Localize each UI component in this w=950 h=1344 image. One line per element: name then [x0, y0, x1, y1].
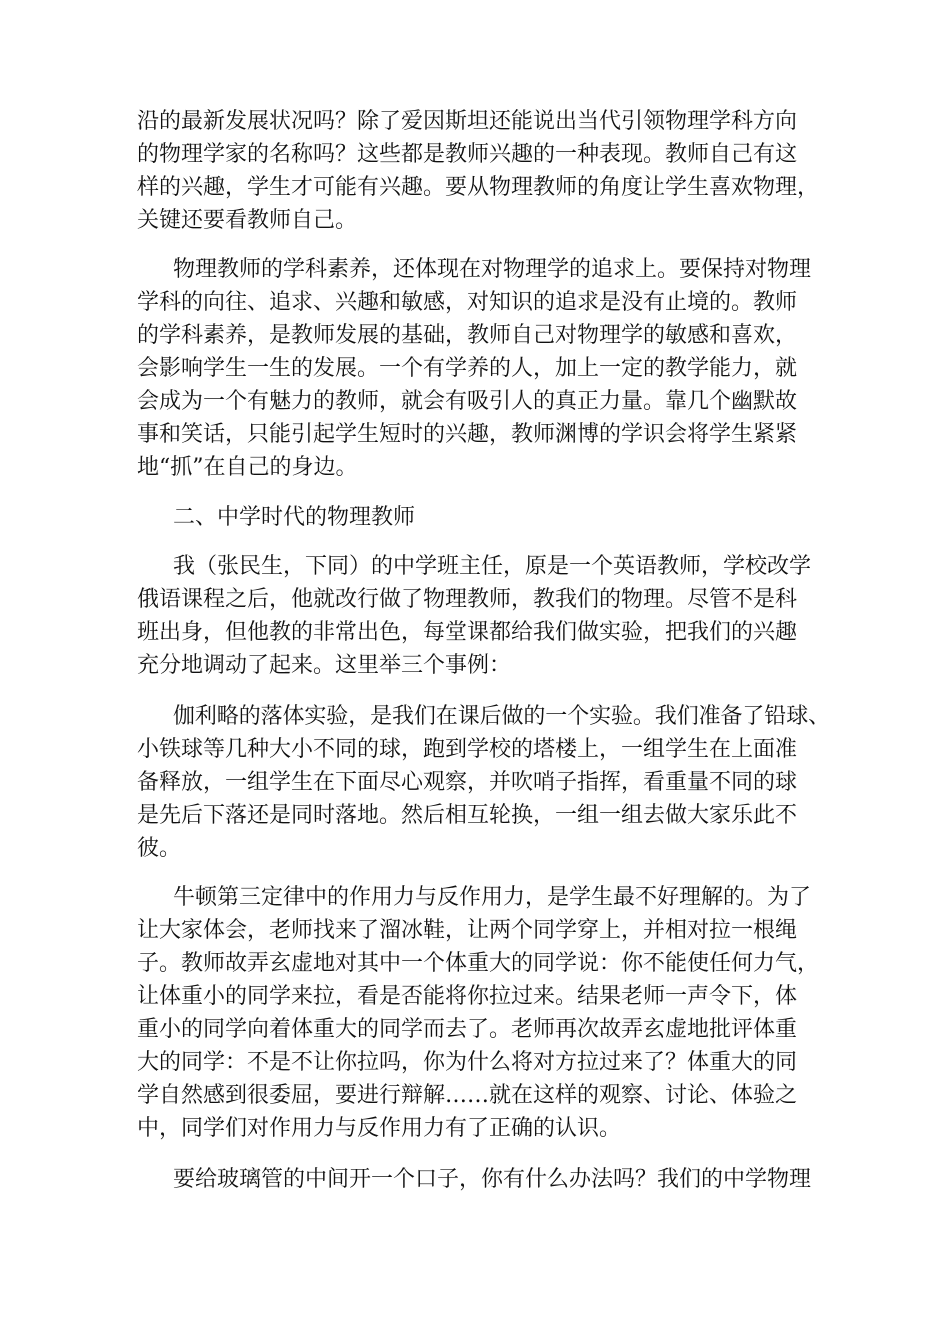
- text-line: 的物理学家的名称吗？这些都是教师兴趣的一种表现。教师自己有这: [137, 142, 798, 167]
- text-line: 让体重小的同学来拉，看是否能将你拉过来。结果老师一声令下，体: [137, 984, 798, 1009]
- text-line: 样的兴趣，学生才可能有兴趣。要从物理教师的角度让学生喜欢物理，: [137, 175, 820, 200]
- text-line: 是先后下落还是同时落地。然后相互轮换，一组一组去做大家乐此不: [137, 803, 798, 828]
- text-line: 小铁球等几种大小不同的球，跑到学校的塔楼上，一组学生在上面准: [137, 737, 798, 762]
- text-line: 大的同学：不是不让你拉吗，你为什么将对方拉过来了？体重大的同: [137, 1050, 798, 1075]
- text-line: 物理教师的学科素养，还体现在对物理学的追求上。要保持对物理: [173, 257, 812, 282]
- text-line: 学科的向往、追求、兴趣和敏感，对知识的追求是没有止境的。教师: [137, 290, 798, 315]
- text-line: 地“抓”在自己的身边。: [137, 455, 358, 480]
- text-line: 会成为一个有魅力的教师，就会有吸引人的真正力量。靠几个幽默故: [137, 389, 798, 414]
- text-line: 俄语课程之后，他就改行做了物理教师，教我们的物理。尽管不是科: [137, 587, 798, 612]
- text-line: 班出身，但他教的非常出色，每堂课都给我们做实验，把我们的兴趣: [137, 620, 798, 645]
- text-line: 的学科素养，是教师发展的基础，教师自己对物理学的敏感和喜欢，: [137, 323, 798, 348]
- text-line: 我（张民生，下同）的中学班主任，原是一个英语教师，学校改学: [173, 554, 812, 579]
- text-line: 彼。: [137, 836, 182, 861]
- text-line: 让大家体会，老师找来了溜冰鞋，让两个同学穿上，并相对拉一根绳: [137, 918, 798, 943]
- text-line: 关键还要看教师自己。: [137, 208, 358, 233]
- text-line: 牛顿第三定律中的作用力与反作用力，是学生最不好理解的。为了: [173, 885, 812, 910]
- text-line: 沿的最新发展状况吗？除了爱因斯坦还能说出当代引领物理学科方向: [137, 109, 798, 134]
- text-line: 伽利略的落体实验，是我们在课后做的一个实验。我们准备了铅球、: [173, 704, 831, 729]
- text-line: 要给玻璃管的中间开一个口子，你有什么办法吗？我们的中学物理: [173, 1167, 812, 1192]
- text-line: 子。教师故弄玄虚地对其中一个体重大的同学说：你不能使任何力气，: [137, 951, 820, 976]
- text-line: 事和笑话，只能引起学生短时的兴趣，教师渊博的学识会将学生紧紧: [137, 422, 798, 447]
- text-line: 学自然感到很委屈，要进行辩解……就在这样的观察、讨论、体验之: [137, 1083, 798, 1108]
- text-line: 中，同学们对作用力与反作用力有了正确的认识。: [137, 1116, 622, 1141]
- heading-text: 二、中学时代的物理教师: [173, 505, 416, 530]
- text-line: 充分地调动了起来。这里举三个事例：: [137, 653, 512, 678]
- text-line: 重小的同学向着体重大的同学而去了。老师再次故弄玄虚地批评体重: [137, 1017, 798, 1042]
- text-line: 备释放，一组学生在下面尽心观察，并吹哨子指挥，看重量不同的球: [137, 770, 798, 795]
- text-line: 会影响学生一生的发展。一个有学养的人，加上一定的教学能力，就: [137, 356, 798, 381]
